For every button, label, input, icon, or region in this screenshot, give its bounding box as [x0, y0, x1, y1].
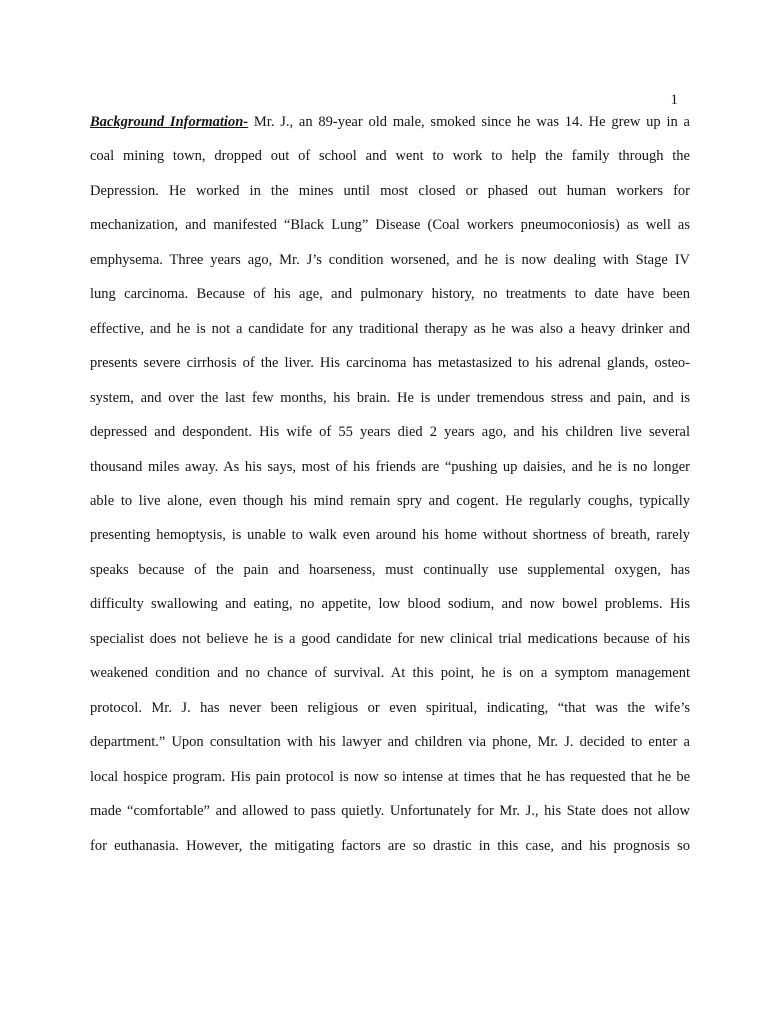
text-line: protocol. Mr. J. has never been religious or even spiritual, indicating, “that was the wife’s [90, 699, 690, 716]
text-line: mechanization, and manifested “Black Lung” Disease (Coal workers pneumoconiosis) as well as [90, 217, 690, 234]
text-line: emphysema. Three years ago, Mr. J’s condition worsened, and he is now dealing with Stage IV [90, 251, 690, 268]
body-paragraph [90, 105, 690, 863]
text-line: presenting hemoptysis, is unable to walk even around his home without shortness of breath, rarely [90, 527, 690, 544]
text-line: coal mining town, dropped out of school and went to work to help the family through the [90, 148, 690, 165]
text-line: lung carcinoma. Because of his age, and pulmonary history, no treatments to date have been [90, 286, 690, 303]
text-line: system, and over the last few months, his brain. He is under tremendous stress and pain, and is [90, 389, 690, 406]
text-line: specialist does not believe he is a good candidate for new clinical trial medications because of his [90, 630, 690, 647]
text-line [90, 105, 690, 139]
text-line: for euthanasia. However, the mitigating factors are so drastic in this case, and his prognosis so [90, 837, 690, 854]
text-line: made “comfortable” and allowed to pass quietly. Unfortunately for Mr. J., his State does not allow [90, 803, 690, 820]
text-line: weakened condition and no chance of survival. At this point, he is on a symptom management [90, 665, 690, 682]
text-line: depressed and despondent. His wife of 55 years died 2 years ago, and his children live several [90, 424, 690, 441]
text-line: local hospice program. His pain protocol is now so intense at times that he has requested that he be [90, 768, 690, 785]
text-line: difficulty swallowing and eating, no appetite, low blood sodium, and now bowel problems. His [90, 596, 690, 613]
section-heading: Background Information- [90, 114, 249, 130]
text-line: thousand miles away. As his says, most of his friends are “pushing up daisies, and he is no longer [90, 458, 690, 475]
text-line: effective, and he is not a candidate for any traditional therapy as he was also a heavy drinker and [90, 320, 690, 337]
text-line-segment: Mr. J., an 89-year old male, smoked since he was 14. He grew up in a [248, 114, 690, 130]
text-line: Depression. He worked in the mines until most closed or phased out human workers for [90, 182, 690, 199]
text-line: presents severe cirrhosis of the liver. His carcinoma has metastasized to his adrenal glands, osteo- [90, 355, 690, 372]
text-line: able to live alone, even though his mind remain spry and cogent. He regularly coughs, typically [90, 492, 690, 509]
page-number: 1 [670, 92, 678, 108]
text-line: department.” Upon consultation with his lawyer and children via phone, Mr. J. decided to enter a [90, 734, 690, 751]
text-line: speaks because of the pain and hoarseness, must continually use supplemental oxygen, has [90, 561, 690, 578]
